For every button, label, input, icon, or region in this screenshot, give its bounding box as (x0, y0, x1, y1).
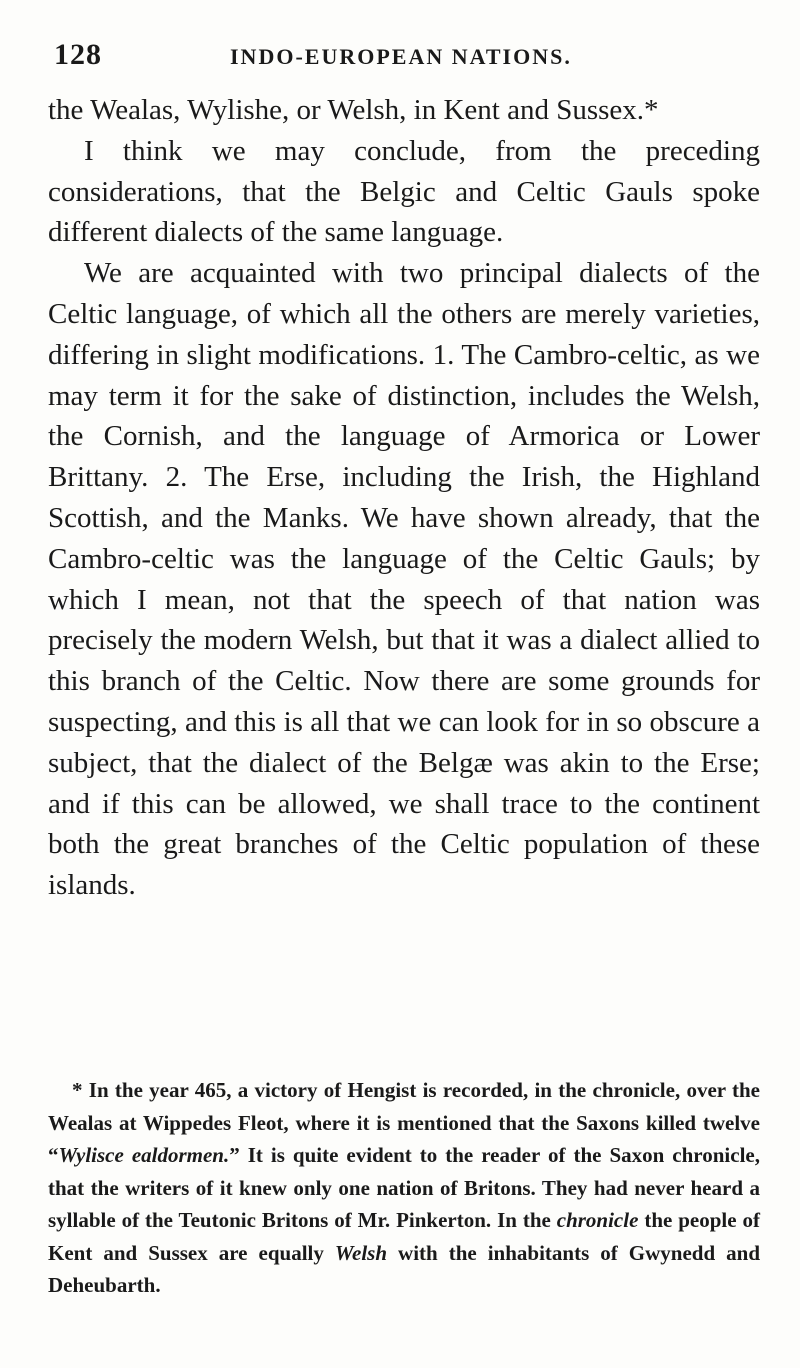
page-number: 128 (54, 38, 102, 71)
footnote-part-1: * In the year 465, a victory of Hengist is recorded, in the chronicle, over the Wealas at Wippedes Fleot, where it is mentioned that the Saxons killed twelve “ (48, 1078, 760, 1167)
footnote-part-3: the people of Kent and Sussex are equally (48, 1208, 760, 1265)
paragraph-conclusion: I think we may conclude, from the preceding considerations, that the Belgic and Celtic Gauls spoke different dialects of the same language. (48, 134, 760, 249)
body-text (48, 90, 760, 906)
footnote (48, 1074, 760, 1302)
running-head: INDO-EUROPEAN NATIONS. (230, 44, 572, 69)
footnote-italic-2: chronicle (556, 1208, 639, 1232)
footnote-italic-3: Welsh (334, 1240, 388, 1265)
footnote-italic-1: Wylisce ealdormen. (58, 1143, 230, 1167)
footnote-text (48, 1074, 760, 1302)
paragraph-dialects: We are acquainted with two principal dialects of the Celtic language, of which all the others are merely varieties, differing in slight modifications. 1. The Cambro-celtic, as we may term it for the sake of distinction, includes the Welsh, the Cornish, and the language of Armorica or Lower Brittany. 2. The Erse, including the Irish, the Highland Scottish, and the Manks. We have shown already, that the Cambro-celtic was the language of the Celtic Gauls; by which I mean, not that the speech of that nation was precisely the modern Welsh, but that it was a dialect allied to this branch of the Celtic. Now there are some grounds for suspecting, and this is all that we can look for in so obscure a subject, that the dialect of the Belgæ was akin to the Erse; and if this can be allowed, we shall trace to the continent both the great branches of the Celtic population of these islands. (48, 257, 760, 902)
footnote-part-2: ” It is quite evident to the reader of the Saxon chronicle, that the writers of it knew only one nation of Britons. They had never heard a syllable of the Teutonic Britons of Mr. Pinkerton. In the (48, 1143, 760, 1232)
page-header (54, 38, 760, 78)
footnote-part-4: with the inhabitants of Gwynedd and Deheubarth. (48, 1240, 761, 1297)
paragraph-continuation: the Wealas, Wylishe, or Welsh, in Kent and Sussex.* (48, 94, 659, 126)
